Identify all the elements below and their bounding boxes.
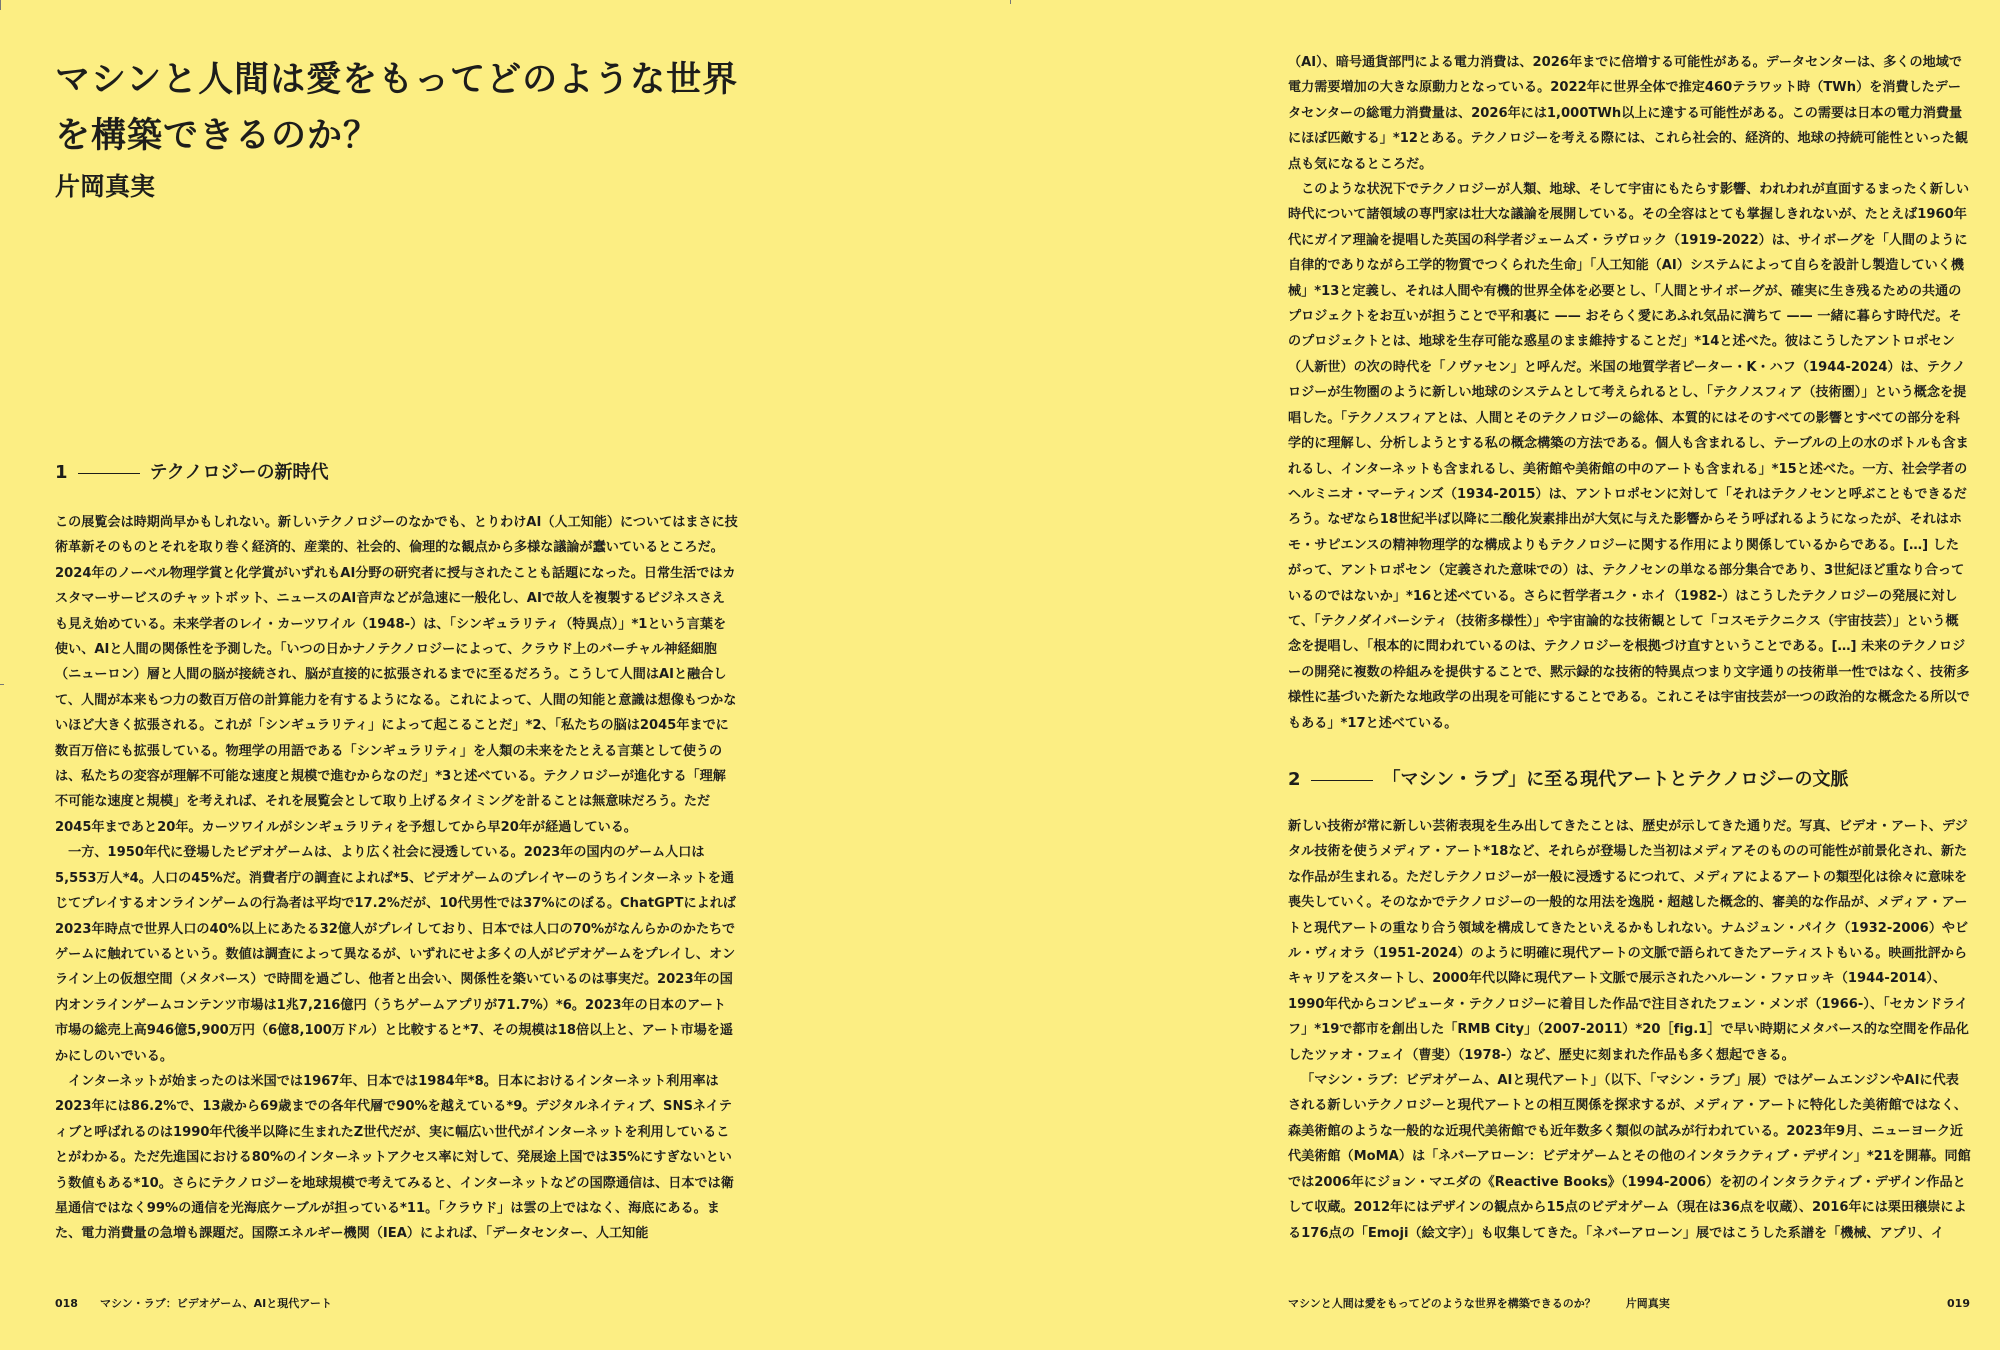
crop-mark [0, 0, 1, 10]
body-paragraph: インターネットが始まったのは米国では1967年、日本では1984年*8。日本におけるインターネット利用率は2023年には86.2%で、13歳から69歳までの各年代層で90%を越えている*9。デジタルネイティブ、SNSネイティブと呼ばれるのは1990年代後半以降に生まれたZ世代だが、実に幅広い世代がインターネットを利用していることがわかる。ただ先進国における80%のインターネットアクセス率に対して、発展途上国では35%にすぎないという数値もある*10。さらにテクノロジーを地球規模で考えてみると、インターネットなどの国際通信は、日本では衛星通信ではなく99%の通信を光海底ケーブルが担っている*11。「クラウド」は雲の上ではなく、海底にある。また、電力消費量の急増も課題だ。国際エネルギー機関（IEA）によれば、「データセンター、人工知能 [55, 1073, 734, 1242]
right-page-number-wrap [1947, 1294, 1970, 1314]
article-author: 片岡真実 [55, 172, 156, 201]
body-paragraph: 新しい技術が常に新しい芸術表現を生み出してきたことは、歴史が示してきた通りだ。写真、ビデオ・アート、デジタル技術を使うメディア・アート*18など、それらが登場した当初はメディアそのものの可能性が前景化され、新たな作品が生まれる。ただしテクノロジーが一般に浸透するにつれて、メディアによるアートの類型化は徐々に意味を喪失していく。そのなかでテクノロジーの一般的な用法を逸脱・超越した概念的、審美的な作品が、メディア・アートと現代アートの重なり合う領域を構成してきたといえるかもしれない。ナムジュン・パイク（1932-2006）やビル・ヴィオラ（1951-2024）のように明確に現代アートの文脈で語られてきたアーティストもいる。映画批評からキャリアをスタートし、2000年代以降に現代アート文脈で展示されたハルーン・ファロッキ（1944-2014）、1990年代からコンピュータ・テクノロジーに着目した作品で注目されたフェン・メンボ（1966-）、「セカンドライフ」*19で都市を創出した「RMB City」（2007-2011）*20［fig.1］で早い時期にメタバース的な空間を作品化したツァオ・フェイ（曹斐）（1978-）など、歴史に刻まれた作品も多く想起できる。 [1288, 819, 1969, 1063]
section-rule [1311, 780, 1373, 781]
folio-author: 片岡真実 [1625, 1297, 1670, 1310]
running-title: マシン・ラブ：ビデオゲーム、AIと現代アート [99, 1297, 332, 1310]
left-folio [55, 1294, 332, 1314]
right-page [1000, 0, 2000, 1350]
page-number: 018 [55, 1297, 78, 1310]
body-paragraph: （AI）、暗号通貨部門による電力消費は、2026年までに倍増する可能性がある。データセンターは、多くの地域で電力需要増加の大きな原動力となっている。2022年に世界全体で推定460テラワット時（TWh）を消費したデータセンターの総電力消費量は、2026年には1,000TWh以上に達する可能性がある。この需要は日本の電力消費量にほぼ匹敵する」*12とある。テクノロジーを考える際には、これら社会的、経済的、地球の持続可能性といった観点も気になるところだ。 [1288, 55, 1969, 172]
running-title: マシンと人間は愛をもってどのような世界を構築できるのか？ [1288, 1297, 1596, 1310]
section-1-title: テクノロジーの新時代 [149, 462, 329, 483]
crop-mark [0, 684, 4, 685]
article-title: マシンと人間は愛をもってどのような世界を構築できるのか？ [55, 60, 739, 156]
section-1-number: 1 [55, 462, 68, 483]
right-folio [1288, 1294, 1670, 1314]
section-2-number: 2 [1288, 769, 1301, 790]
right-body-text-bottom [1288, 814, 1971, 1246]
right-body-text-top [1288, 50, 1971, 736]
left-body-text [55, 510, 738, 1247]
section-1-heading [55, 459, 328, 487]
section-2-heading [1288, 766, 1848, 794]
section-rule [78, 473, 140, 474]
body-paragraph: 「マシン・ラブ：ビデオゲーム、AIと現代アート」（以下、「マシン・ラブ」展）ではゲームエンジンやAIに代表される新しいテクノロジーと現代アートとの相互関係を探求するが、メディア・アートに特化した美術館ではなく、森美術館のような一般的な近現代美術館でも近年数多く類似の試みが行われている。2023年9月、ニューヨーク近代美術館（MoMA）は「ネバーアローン：ビデオゲームとその他のインタラクティブ・デザイン」*21を開幕。同館では2006年にジョン・マエダの《Reactive Books》（1994-2006）を初のインタラクティブ・デザイン作品として収蔵。2012年にはデザインの観点から15点のビデオゲーム（現在は36点を収蔵）、2016年には栗田穣崇による176点の「Emoji（絵文字）」も収集してきた。「ネバーアローン」展ではこうした系譜を「機械、アプリ、イ [1288, 1073, 1971, 1241]
crop-mark [1010, 0, 1011, 4]
section-2-title: 「マシン・ラブ」に至る現代アートとテクノロジーの文脈 [1382, 769, 1849, 790]
page-number: 019 [1947, 1297, 1970, 1310]
body-paragraph: このような状況下でテクノロジーが人類、地球、そして宇宙にもたらす影響、われわれが直面するまったく新しい時代について諸領域の専門家は壮大な議論を展開している。その全容はとても掌握しきれないが、たとえば1960年代にガイア理論を提唱した英国の科学者ジェームズ・ラヴロック（1919-2022）は、サイボーグを「人間のように自律的でありながら工学的物質でつくられた生命」「人工知能（AI）システムによって自らを設計し製造していく機械」*13と定義し、それは人間や有機的世界全体を必要とし、「人間とサイボーグが、確実に生き残るための共通のプロジェクトをお互いが担うことで平和裏に —— おそらく愛にあふれ気品に満ちて —— 一緒に暮らす時代だ。そのプロジェクトとは、地球を生存可能な惑星のまま維持することだ」*14と述べた。彼はこうしたアントロポセン（人新世）の次の時代を「ノヴァセン」と呼んだ。米国の地質学者ピーター・K・ハフ（1944-2024）は、テクノロジーが生物圏のように新しい地球のシステムとして考えられるとし、「テクノスフィア（技術圏）」という概念を提唱した。「テクノスフィアとは、人間とそのテクノロジーの総体、本質的にはそのすべての影響とすべての部分を科学的に理解し、分析しようとする私の概念構築の方法である。個人も含まれるし、テーブルの上の水のボトルも含まれるし、インターネットも含まれるし、美術館や美術館の中のアートも含まれる」*15と述べた。一方、社会学者のヘルミニオ・マーティンズ（1934-2015）は、アントロポセンに対して「それはテクノセンと呼ぶこともできるだろう。なぜなら18世紀半ば以降に二酸化炭素排出が大気に与えた影響からそう呼ばれるようになったが、それはホモ・サピエンスの精神物理学的な構成よりもテクノロジーに関する作用により関係しているからである。[…] したがって、アントロポセン（定義された意味での）は、テクノセンの単なる部分集合であり、3世紀ほど重なり合っているのではないか」*16と述べている。さらに哲学者ユク・ホイ（1982-）はこうしたテクノロジーの発展に対して、「テクノダイバーシティ（技術多様性）」や宇宙論的な技術観として「コスモテクニクス（宇宙技芸）」という概念を提唱し、「根本的に問われているのは、テクノロジーを根拠づけ直すということである。[…] 未来のテクノロジーの開発に複数の枠組みを提供することで、黙示録的な技術的特異点つまり文字通りの技術単一性ではなく、技術多様性に基づいた新たな地政学の出現を可能にすることである。これこそは宇宙技芸が一つの政治的な概念たる所以でもある」*17と述べている。 [1288, 182, 1970, 731]
body-paragraph: 一方、1950年代に登場したビデオゲームは、より広く社会に浸透している。2023年の国内のゲーム人口は5,553万人*4。人口の45%だ。消費者庁の調査によれば*5、ビデオゲームのプレイヤーのうちインターネットを通じてプレイするオンラインゲームの行為者は平均で17.2%だが、10代男性では37%にのぼる。ChatGPTによれば2023年時点で世界人口の40%以上にあたる32億人がプレイしており、日本では人口の70%がなんらかのかたちでゲームに触れているという。数値は調査によって異なるが、いずれにせよ多くの人がビデオゲームをプレイし、オンライン上の仮想空間（メタバース）で時間を過ごし、他者と出会い、関係性を築いているのは事実だ。2023年の国内オンラインゲームコンテンツ市場は1兆7,216億円（うちゲームアプリが71.7%）*6。2023年の日本のアート市場の総売上高946億5,900万円（6億8,100万ドル）と比較すると*7、その規模は18倍以上と、アート市場を遥かにしのいでいる。 [55, 845, 736, 1064]
body-paragraph: この展覧会は時期尚早かもしれない。新しいテクノロジーのなかでも、とりわけAI（人工知能）についてはまさに技術革新そのものとそれを取り巻く経済的、産業的、社会的、倫理的な観点から多様な議論が蠢いているところだ。2024年のノーベル物理学賞と化学賞がいずれもAI分野の研究者に授与されたことも話題になった。日常生活ではカスタマーサービスのチャットボット、ニュースのAI音声などが急速に一般化し、AIで故人を複製するビジネスさえも見え始めている。未来学者のレイ・カーツワイル（1948-）は、「シンギュラリティ（特異点）」*1という言葉を使い、AIと人間の関係性を予測した。「いつの日かナノテクノロジーによって、クラウド上のバーチャル神経細胞（ニューロン）層と人間の脳が接続され、脳が直接的に拡張されるまでに至るだろう。こうして人間はAIと融合して、人間が本来もつ力の数百万倍の計算能力を有するようになる。これによって、人間の知能と意識は想像もつかないほど大きく拡張される。これが「シンギュラリティ」によって起こることだ」*2、「私たちの脳は2045年までに数百万倍にも拡張している。物理学の用語である「シンギュラリティ」を人類の未来をたとえる言葉として使うのは、私たちの変容が理解不可能な速度と規模で進むからなのだ」*3と述べている。テクノロジーが進化する「理解不可能な速度と規模」を考えれば、それを展覧会として取り上げるタイミングを計ることは無意味だろう。ただ2045年まであと20年。カーツワイルがシンギュラリティを予想してから早20年が経過している。 [55, 515, 738, 835]
